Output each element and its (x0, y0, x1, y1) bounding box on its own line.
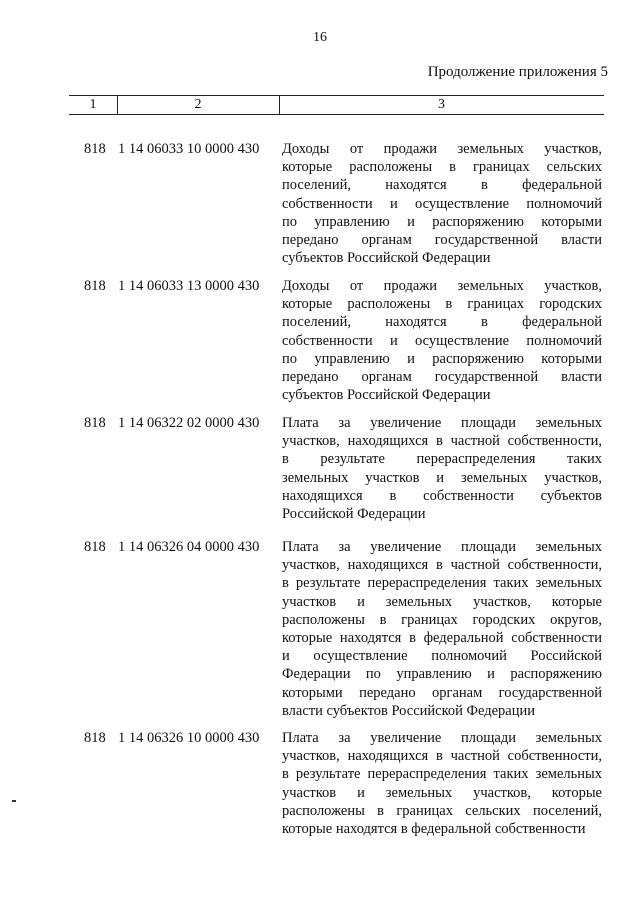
description-line: Плата за увеличение площади земельных (282, 415, 602, 431)
income-description (282, 140, 602, 267)
description-line: по управлению и распоряжению которыми (282, 350, 602, 367)
description-line: участков, находящихся в частной собственности, (282, 748, 602, 765)
description-line: субъектов Российской Федерации (282, 387, 491, 404)
description-line: собственности и осуществление полномочий (282, 332, 602, 349)
margin-mark (12, 800, 16, 802)
description-line: поселений, находятся в федеральной (282, 314, 602, 331)
description-line: которые находятся в федеральной собственности (282, 821, 586, 838)
description-line: в результате перераспределения таких земельных (282, 575, 602, 592)
admin-code: 818 (84, 539, 106, 555)
description-line: Российской Федерации (282, 506, 426, 523)
description-line: земельных участков и земельных участков, (282, 469, 602, 486)
description-line: участков и земельных участков, которые (282, 784, 602, 801)
budget-classification-code: 1 14 06326 10 0000 430 (118, 730, 260, 746)
description-line: по управлению и распоряжению которыми (282, 213, 602, 230)
admin-code: 818 (84, 278, 106, 294)
description-line: передано органам государственной власти (282, 232, 602, 249)
description-line: Доходы от продажи земельных участков, (282, 141, 602, 157)
description-line: участков, находящихся в частной собственности, (282, 557, 602, 574)
budget-classification-code: 1 14 06033 10 0000 430 (118, 141, 260, 157)
income-description (282, 538, 602, 720)
description-line: расположены в границах сельских поселений, (282, 802, 602, 819)
budget-classification-code: 1 14 06033 13 0000 430 (118, 278, 260, 294)
description-line: участков, находящихся в частной собственности, (282, 433, 602, 450)
description-line: участков и земельных участков, которые (282, 593, 602, 610)
description-line: Плата за увеличение площади земельных (282, 539, 602, 555)
table-header (69, 95, 604, 115)
description-line: которые находятся в федеральной собственности (282, 630, 602, 647)
appendix-continuation-title: Продолжение приложения 5 (427, 64, 608, 80)
page-number: 16 (313, 30, 327, 45)
description-line: находящихся в собственности субъектов (282, 487, 602, 504)
admin-code: 818 (84, 141, 106, 157)
description-line: расположены в границах городских округов, (282, 611, 602, 628)
description-line: которые расположены в границах городских (282, 296, 602, 313)
description-line: передано органам государственной власти (282, 369, 602, 386)
description-line: Федерации по управлению и распоряжению (282, 666, 602, 683)
admin-code: 818 (84, 415, 106, 431)
description-line: Доходы от продажи земельных участков, (282, 278, 602, 294)
admin-code: 818 (84, 730, 106, 746)
description-line: субъектов Российской Федерации (282, 250, 491, 267)
header-col-3: 3 (438, 97, 445, 112)
description-line: в результате перераспределения таких земельных (282, 766, 602, 783)
description-line: собственности и осуществление полномочий (282, 195, 602, 212)
income-description (282, 414, 602, 523)
description-line: в результате перераспределения таких (282, 451, 602, 468)
description-line: которыми передано органам государственной (282, 684, 602, 701)
description-line: и осуществление полномочий Российской (282, 648, 602, 665)
header-col-2: 2 (117, 96, 280, 114)
budget-classification-code: 1 14 06322 02 0000 430 (118, 415, 260, 431)
description-line: власти субъектов Российской Федерации (282, 702, 536, 719)
description-line: которые расположены в границах сельских (282, 159, 602, 176)
description-line: Плата за увеличение площади земельных (282, 730, 602, 746)
header-col-1: 1 (69, 96, 118, 114)
budget-classification-code: 1 14 06326 04 0000 430 (118, 539, 260, 555)
description-line: поселений, находятся в федеральной (282, 177, 602, 194)
income-description (282, 729, 602, 838)
income-description (282, 277, 602, 404)
